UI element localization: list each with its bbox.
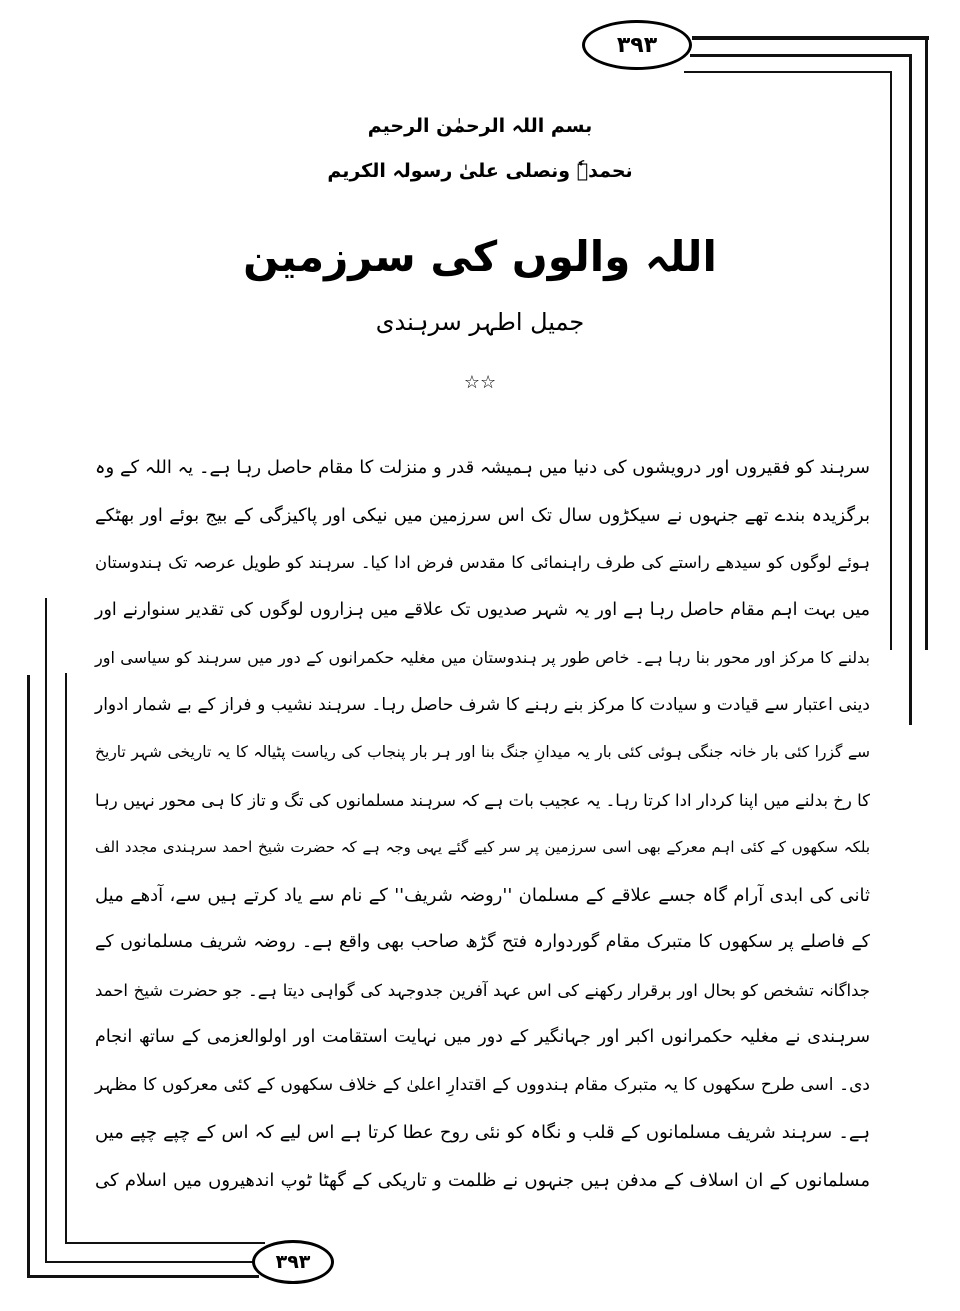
body-line: بلکہ سکھوں کے کئی اہم معرکے بھی اسی سرزمین پر سر کیے گئے یہی وجہ ہے کہ حضرت شیخ احمد سرہندی مجدد الف bbox=[95, 838, 870, 856]
body-line: ہوئے لوگوں کو سیدھے راستے کی طرف راہنمائی کا مقدس فرض ادا کیا۔ سرہند کو طویل عرصہ تک ہندوستان bbox=[95, 553, 870, 572]
body-line: برگزیدہ بندے تھے جنہوں نے سیکڑوں سال تک اس سرزمین میں نیکی اور پاکیزگی کے بیج بوئے اور بھٹکے bbox=[95, 504, 870, 526]
body-line: کے فاصلے پر سکھوں کا متبرک مقام گوردوارہ فتح گڑھ صاحب بھی واقع ہے۔ روضہ شریف مسلمانوں کے bbox=[95, 932, 870, 952]
body-line: ثانی کی ابدی آرام گاہ جسے علاقے کے مسلمان ''روضہ شریف'' کے نام سے یاد کرتے ہیں سے، آدھے میل bbox=[95, 884, 870, 906]
author-name: جمیل اطہر سرہندی bbox=[375, 308, 585, 336]
body-line: سے گزرا کئی بار خانہ جنگی ہوئی کئی بار یہ میدانِ جنگ بنا اور ہر بار پنجاب کی ریاست پٹیالہ کا یہ تاریخی شہر تاریخ bbox=[95, 743, 870, 761]
star-separator: ☆☆ bbox=[463, 372, 497, 393]
body-line: ہے۔ سرہند شریف مسلمانوں کے قلب و نگاہ کو نئی روح عطا کرتا ہے اس لیے کہ اس کے چپے چپے میں bbox=[95, 1122, 870, 1143]
body-line: میں بہت اہم مقام حاصل رہا ہے اور یہ شہر صدیوں تک علاقے میں ہزاروں لوگوں کی تقدیر سنوارنے اور bbox=[95, 599, 870, 620]
article-title: اللہ والوں کی سرزمین bbox=[243, 232, 717, 281]
body-line: دینی اعتبار سے قیادت و سیادت کا مرکز بنے رہنے کا شرف حاصل رہا۔ سرہند نشیب و فراز کے بے شمار ادوار bbox=[95, 694, 870, 715]
body-line: کا رخ بدلنے میں اپنا کردار ادا کرتا رہا۔ یہ عجیب بات ہے کہ سرہند مسلمانوں کی تگ و تاز کا ہی محور نہیں رہا bbox=[95, 790, 870, 810]
body-line: سرہند کو فقیروں اور درویشوں کی دنیا میں ہمیشہ قدر و منزلت کا مقام حاصل رہا ہے۔ یہ اللہ کے وہ bbox=[95, 457, 870, 478]
body-line: مسلمانوں کے ان اسلاف کے مدفن ہیں جنہوں نے ظلمت و تاریکی کے گھٹا ٹوپ اندھیروں میں اسلام کی bbox=[95, 1169, 870, 1191]
salutation: نحمدہٗ ونصلی علیٰ رسولہ الکریم bbox=[327, 160, 633, 182]
body-line: بدلنے کا مرکز اور محور بنا رہا ہے۔ خاص طور پر ہندوستان میں مغلیہ حکمرانوں کے دور میں سرہند کو سیاسی اور bbox=[95, 648, 870, 667]
body-line: جداگانہ تشخص کو بحال اور برقرار رکھنے کی اس عہد آفرین جدوجہد کی گواہی دیتا ہے۔ جو حضرت شیخ احمد bbox=[95, 980, 870, 1000]
bismillah: بسم اللہ الرحمٰن الرحیم bbox=[367, 115, 593, 137]
article-body bbox=[95, 444, 870, 1204]
page-number-top: ۳۹۳ bbox=[582, 20, 692, 70]
body-line: سرہندی نے مغلیہ حکمرانوں اکبر اور جہانگیر کے دور میں نہایت استقامت اور اولوالعزمی کے ساتھ انجام bbox=[95, 1027, 870, 1047]
page-number-bottom: ۳۹۳ bbox=[252, 1240, 334, 1284]
body-line: دی۔ اسی طرح سکھوں کا یہ متبرک مقام ہندووں کے اقتدارِ اعلیٰ کے خلاف سکھوں کے کئی معرکوں کا مظہر bbox=[95, 1074, 870, 1095]
